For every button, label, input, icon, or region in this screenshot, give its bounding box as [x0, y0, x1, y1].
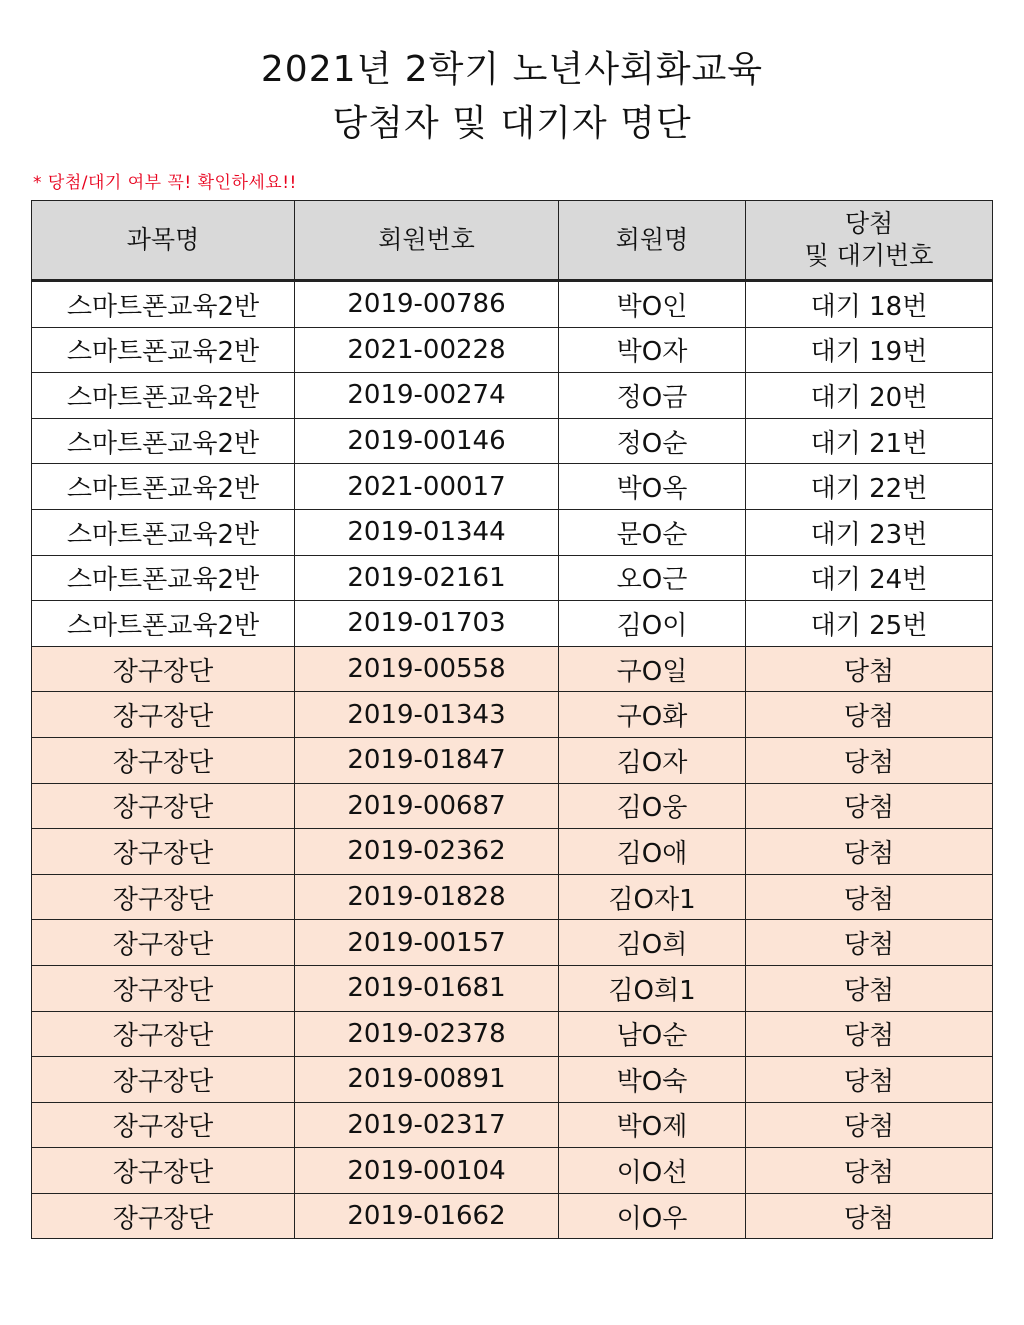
- cell-course: 스마트폰교육2반: [32, 601, 295, 647]
- cell-member-number: 2019-00558: [295, 646, 559, 692]
- cell-member-name: 김O자: [559, 737, 746, 783]
- cell-status: 당첨: [746, 783, 993, 829]
- table-row: [32, 692, 993, 738]
- cell-course: 스마트폰교육2반: [32, 327, 295, 373]
- document-subtitle: 당첨자 및 대기자 명단: [332, 103, 692, 144]
- cell-member-number: 2019-01681: [295, 965, 559, 1011]
- table-row: [32, 418, 993, 464]
- table-row: [32, 646, 993, 692]
- cell-member-name: 김O희: [559, 920, 746, 966]
- cell-status: 당첨: [746, 1102, 993, 1148]
- cell-member-name: 김O이: [559, 601, 746, 647]
- table-row: [32, 829, 993, 875]
- cell-member-number: 2019-00274: [295, 373, 559, 419]
- cell-member-name: 이O선: [559, 1148, 746, 1194]
- cell-member-number: 2019-00146: [295, 418, 559, 464]
- cell-course: 장구장단: [32, 1057, 295, 1103]
- notice-text: * 당첨/대기 여부 꼭! 확인하세요!!: [33, 173, 297, 193]
- cell-status: 당첨: [746, 829, 993, 875]
- cell-course: 장구장단: [32, 1193, 295, 1239]
- cell-status: 당첨: [746, 874, 993, 920]
- cell-status: 대기 23번: [746, 509, 993, 555]
- cell-member-number: 2021-00228: [295, 327, 559, 373]
- cell-member-number: 2019-01343: [295, 692, 559, 738]
- table-row: [32, 601, 993, 647]
- cell-member-name: 박O숙: [559, 1057, 746, 1103]
- cell-course: 스마트폰교육2반: [32, 281, 295, 328]
- cell-status: 당첨: [746, 692, 993, 738]
- cell-member-name: 김O애: [559, 829, 746, 875]
- cell-member-name: 박O인: [559, 281, 746, 328]
- table-row: [32, 555, 993, 601]
- table-row: [32, 965, 993, 1011]
- cell-status: 대기 21번: [746, 418, 993, 464]
- table-row: [32, 1193, 993, 1239]
- cell-status: 대기 19번: [746, 327, 993, 373]
- header-member-name: 회원명: [559, 201, 746, 281]
- table-row: [32, 920, 993, 966]
- cell-member-number: 2019-02362: [295, 829, 559, 875]
- cell-member-number: 2019-02378: [295, 1011, 559, 1057]
- cell-status: 당첨: [746, 1148, 993, 1194]
- cell-member-number: 2019-00891: [295, 1057, 559, 1103]
- document-title: 2021년 2학기 노년사회화교육: [260, 49, 764, 90]
- table-row: [32, 874, 993, 920]
- table-row: [32, 1148, 993, 1194]
- cell-status: 당첨: [746, 1193, 993, 1239]
- header-member-number: 회원번호: [295, 201, 559, 281]
- table-row: [32, 1102, 993, 1148]
- cell-member-name: 이O우: [559, 1193, 746, 1239]
- table-row: [32, 464, 993, 510]
- cell-member-number: 2019-00104: [295, 1148, 559, 1194]
- cell-member-number: 2019-00786: [295, 281, 559, 328]
- cell-course: 장구장단: [32, 692, 295, 738]
- cell-course: 장구장단: [32, 646, 295, 692]
- cell-member-number: 2021-00017: [295, 464, 559, 510]
- table-row: [32, 1057, 993, 1103]
- cell-member-name: 박O옥: [559, 464, 746, 510]
- table-body: [32, 281, 993, 1239]
- cell-member-name: 박O자: [559, 327, 746, 373]
- cell-member-name: 정O금: [559, 373, 746, 419]
- cell-status: 대기 25번: [746, 601, 993, 647]
- cell-course: 스마트폰교육2반: [32, 464, 295, 510]
- cell-status: 대기 18번: [746, 281, 993, 328]
- cell-course: 장구장단: [32, 965, 295, 1011]
- cell-member-number: 2019-01662: [295, 1193, 559, 1239]
- cell-member-number: 2019-01828: [295, 874, 559, 920]
- cell-course: 장구장단: [32, 737, 295, 783]
- cell-status: 대기 24번: [746, 555, 993, 601]
- cell-member-name: 김O희1: [559, 965, 746, 1011]
- table-row: [32, 281, 993, 328]
- header-course: 과목명: [32, 201, 295, 281]
- cell-course: 장구장단: [32, 1148, 295, 1194]
- cell-member-name: 정O순: [559, 418, 746, 464]
- cell-member-number: 2019-02161: [295, 555, 559, 601]
- cell-member-name: 구O화: [559, 692, 746, 738]
- cell-course: 장구장단: [32, 829, 295, 875]
- cell-member-number: 2019-00157: [295, 920, 559, 966]
- table-row: [32, 783, 993, 829]
- cell-member-name: 남O순: [559, 1011, 746, 1057]
- cell-course: 장구장단: [32, 1102, 295, 1148]
- cell-course: 장구장단: [32, 783, 295, 829]
- cell-course: 장구장단: [32, 920, 295, 966]
- cell-member-name: 박O제: [559, 1102, 746, 1148]
- cell-course: 장구장단: [32, 874, 295, 920]
- cell-status: 대기 20번: [746, 373, 993, 419]
- table-row: [32, 509, 993, 555]
- table-row: [32, 373, 993, 419]
- cell-status: 당첨: [746, 965, 993, 1011]
- cell-course: 스마트폰교육2반: [32, 555, 295, 601]
- cell-member-name: 김O자1: [559, 874, 746, 920]
- cell-status: 당첨: [746, 1011, 993, 1057]
- roster-table: [31, 200, 993, 1239]
- header-status-line2: 및 대기번호: [804, 241, 934, 270]
- cell-member-name: 김O웅: [559, 783, 746, 829]
- cell-course: 스마트폰교육2반: [32, 373, 295, 419]
- cell-member-number: 2019-01344: [295, 509, 559, 555]
- header-status: [746, 201, 993, 281]
- cell-status: 당첨: [746, 920, 993, 966]
- cell-status: 당첨: [746, 1057, 993, 1103]
- table-header-row: [32, 201, 993, 281]
- cell-status: 당첨: [746, 737, 993, 783]
- cell-member-number: 2019-02317: [295, 1102, 559, 1148]
- table-row: [32, 737, 993, 783]
- table-row: [32, 327, 993, 373]
- cell-course: 스마트폰교육2반: [32, 418, 295, 464]
- header-status-line1: 당첨: [844, 209, 894, 238]
- cell-member-number: 2019-00687: [295, 783, 559, 829]
- cell-course: 스마트폰교육2반: [32, 509, 295, 555]
- cell-member-name: 오O근: [559, 555, 746, 601]
- cell-course: 장구장단: [32, 1011, 295, 1057]
- table-row: [32, 1011, 993, 1057]
- cell-member-number: 2019-01847: [295, 737, 559, 783]
- cell-member-name: 구O일: [559, 646, 746, 692]
- cell-status: 대기 22번: [746, 464, 993, 510]
- cell-member-name: 문O순: [559, 509, 746, 555]
- cell-member-number: 2019-01703: [295, 601, 559, 647]
- cell-status: 당첨: [746, 646, 993, 692]
